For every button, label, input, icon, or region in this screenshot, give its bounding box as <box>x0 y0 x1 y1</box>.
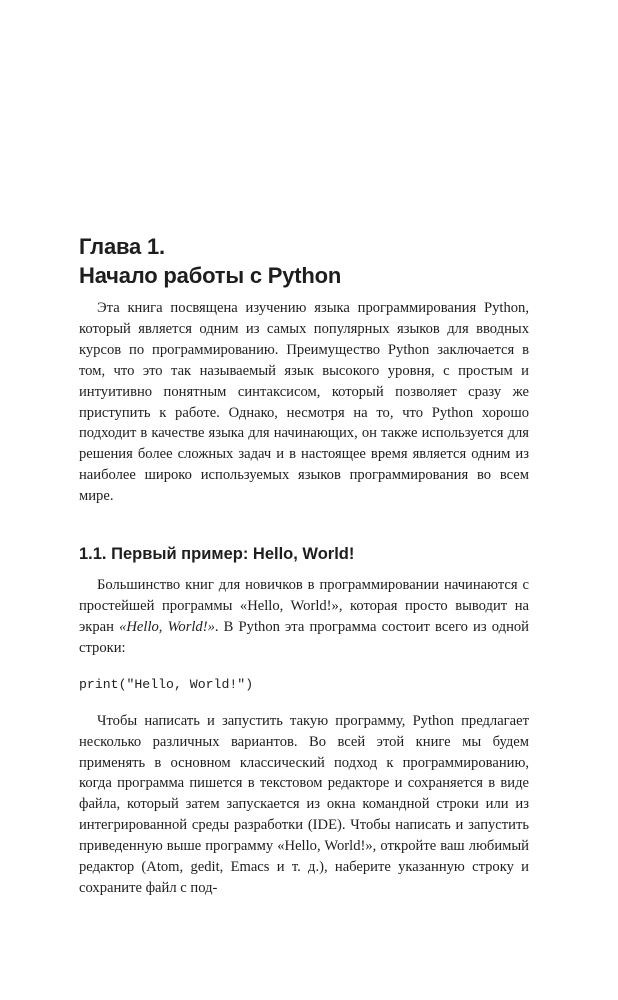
para1-text-after: . В Python эта программа состоит всего из одной строки: <box>79 618 529 656</box>
chapter-title <box>79 232 529 290</box>
para1-text-before: Большинство книг для новичков в программировании начинаются с простейшей программы «Hello, World!», которая просто выводит на экран <box>79 577 529 635</box>
code-sample: print("Hello, World!") <box>79 676 254 692</box>
page-body <box>79 232 529 899</box>
intro-paragraph: Эта книга посвящена изучению языка программирования Python, который является одним из самых популярных языков для вводных курсов по программированию. Преимущество Python заключается в том, что это так называемый язык высокого уровня, с простым и интуитивно понятным синтаксисом, который позволяет сразу же приступить к работе. Однако, несмотря на то, что Python хорошо подходит в качестве языка для начинающих, он также используется для решения более сложных задач и в настоящее время является одним из наиболее широко используемых языков программирования во всем мире. <box>79 300 529 505</box>
para1-emphasis: «Hello, World!» <box>119 618 215 635</box>
chapter-number: Глава 1. <box>79 234 165 259</box>
run-program-paragraph: Чтобы написать и запустить такую программу, Python предлагает несколько различных вариантов. Во всей этой книге мы будем применять в основном классический подход к программированию, когда программа пишется в текстовом редакторе и сохраняется в виде файла, который затем запускается из окна командной строки или из интегрированной среды разработки (IDE). Чтобы написать и запустить приведенную выше программу «Hello, World!», откройте ваш любимый редактор (Atom, gedit, Emacs и т. д.), наберите указанную строку и сохраните файл с под- <box>79 712 529 896</box>
section-title: 1.1. Первый пример: Hello, World! <box>79 545 355 564</box>
chapter-name: Начало работы с Python <box>79 263 342 288</box>
hello-world-paragraph <box>79 575 529 659</box>
